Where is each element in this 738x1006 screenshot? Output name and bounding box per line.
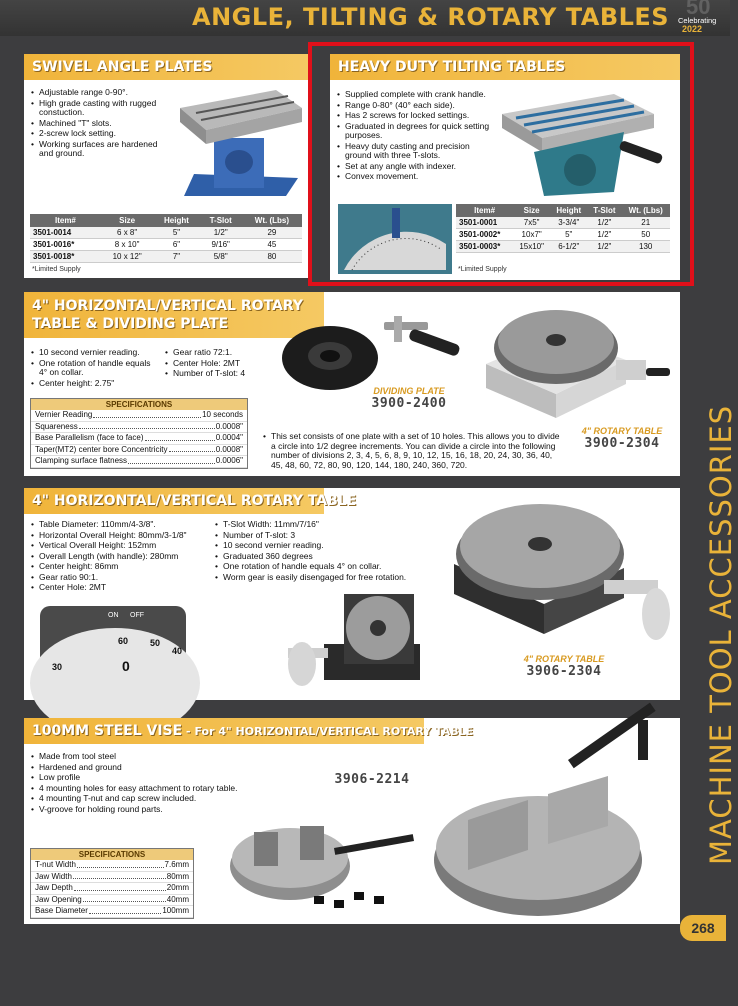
list-item: • Overall Length (with handle): 280mm bbox=[30, 552, 206, 562]
dial-on-label: ON bbox=[108, 612, 119, 619]
list-item: • Horizontal Overall Height: 80mm/3-1/8" bbox=[30, 531, 206, 541]
horizontal-rotary-table-image bbox=[434, 494, 674, 642]
feature-list-a bbox=[30, 348, 160, 389]
section-title: SWIVEL ANGLE PLATES bbox=[24, 54, 310, 80]
list-item: • Gear ratio 72:1. bbox=[164, 348, 284, 358]
section-title: 4" HORIZONTAL/VERTICAL ROTARY TABLE bbox=[24, 488, 324, 514]
table-cell: 50 bbox=[621, 229, 670, 241]
column-header: Size bbox=[101, 214, 154, 227]
list-item: • Worm gear is easily disengaged for free rotation. bbox=[214, 573, 434, 583]
steel-vise-section bbox=[24, 718, 680, 924]
side-category-label bbox=[680, 395, 738, 875]
column-header: Item# bbox=[456, 204, 513, 217]
spec-value: 100mm bbox=[162, 906, 189, 915]
badge-line1: Celebrating bbox=[678, 16, 717, 25]
list-item: • Table Diameter: 110mm/4-3/8". bbox=[30, 520, 206, 530]
dial-number: 50 bbox=[150, 638, 161, 648]
spec-key: Squareness bbox=[35, 421, 78, 431]
list-item: • Gear ratio 90:1. bbox=[30, 573, 206, 583]
spec-row bbox=[31, 860, 193, 872]
spec-value: 80mm bbox=[166, 871, 189, 881]
column-header: Item# bbox=[30, 214, 101, 227]
list-item: • Vertical Overall Height: 152mm bbox=[30, 541, 206, 551]
swivel-angle-plate-image bbox=[166, 78, 306, 212]
list-item: • Hardened and ground bbox=[30, 763, 280, 773]
spec-row bbox=[31, 445, 247, 457]
anniversary-badge bbox=[676, 0, 726, 34]
table-cell: 8 x 10" bbox=[101, 239, 154, 251]
dial-number: 0 bbox=[122, 658, 130, 674]
table-cell: 5" bbox=[153, 227, 199, 239]
part-number: 3906-2214 bbox=[334, 772, 410, 787]
list-item: • Range 0-80° (40° each side). bbox=[336, 101, 492, 111]
list-item: • One rotation of handle equals 4° on collar. bbox=[30, 359, 160, 378]
list-item: • One rotation of handle equals 4° on collar. bbox=[214, 562, 434, 572]
list-item: • Low profile bbox=[30, 773, 280, 783]
spec-value: 20mm bbox=[166, 883, 189, 892]
table-cell: 45 bbox=[242, 239, 302, 251]
table-row bbox=[30, 239, 302, 251]
list-item: • 2-screw lock setting. bbox=[30, 129, 166, 139]
spec-key: T-nut Width bbox=[35, 860, 76, 869]
dial-off-label: OFF bbox=[130, 612, 144, 619]
spec-key: Jaw Opening bbox=[35, 894, 82, 904]
table-cell: 80 bbox=[242, 251, 302, 263]
product-label: 4" ROTARY TABLE bbox=[523, 654, 605, 664]
column-header: T-Slot bbox=[587, 204, 621, 217]
description-list bbox=[262, 432, 562, 471]
table-cell: 9/16" bbox=[200, 239, 242, 251]
spec-value: 7.6mm bbox=[164, 860, 189, 869]
spec-row bbox=[31, 410, 247, 422]
column-header: Height bbox=[153, 214, 199, 227]
feature-list bbox=[30, 88, 166, 160]
limited-supply-note: *Limited Supply bbox=[32, 266, 81, 273]
dial-number: 30 bbox=[52, 662, 63, 672]
column-header: Size bbox=[513, 204, 550, 217]
spec-key: Base Parallelism (face to face) bbox=[35, 433, 144, 442]
spec-value: 40mm bbox=[166, 894, 189, 904]
swivel-spec-table bbox=[30, 214, 302, 263]
table-cell: 1/2" bbox=[587, 229, 621, 241]
table-cell: 3501-0001 bbox=[456, 217, 513, 229]
table-cell: 3501-0014 bbox=[30, 227, 101, 239]
part-number: 3900-2400 bbox=[371, 396, 447, 411]
table-cell: 7" bbox=[153, 251, 199, 263]
list-item: • Number of T-slot: 4 bbox=[164, 369, 284, 379]
section-title: HEAVY DUTY TILTING TABLES bbox=[330, 54, 680, 80]
rotary-dividing-section bbox=[24, 292, 680, 476]
spec-key: Vernier Reading bbox=[35, 410, 93, 419]
spec-heading: SPECIFICATIONS bbox=[31, 399, 247, 410]
section-title-text: 4" HORIZONTAL/VERTICAL ROTARY TABLE & DIVIDING PLATE bbox=[32, 298, 303, 332]
section-title bbox=[24, 718, 474, 744]
feature-list-a bbox=[30, 520, 206, 594]
vertical-rotary-table-image bbox=[284, 584, 444, 696]
table-cell: 3-3/4" bbox=[550, 217, 587, 229]
rotary-table-code bbox=[514, 654, 614, 679]
rotary-table-code bbox=[572, 426, 672, 451]
spec-heading: SPECIFICATIONS bbox=[31, 849, 193, 860]
highlight-frame bbox=[308, 42, 694, 286]
list-item: • Heavy duty casting and precision ground with three T-slots. bbox=[336, 142, 492, 161]
list-item: • Graduated 360 degrees bbox=[214, 552, 434, 562]
list-item: • Convex movement. bbox=[336, 172, 492, 182]
column-header: Height bbox=[550, 204, 587, 217]
spec-value: 0.0008" bbox=[215, 421, 243, 431]
list-item: • T-Slot Width: 11mm/7/16" bbox=[214, 520, 434, 530]
page-title: ANGLE, TILTING & ROTARY TABLES bbox=[192, 3, 670, 31]
table-cell: 6-1/2" bbox=[550, 241, 587, 253]
feature-list-b bbox=[214, 520, 434, 583]
spec-key: Taper(MT2) center bore Concentricity bbox=[35, 444, 168, 454]
dividing-plate-code bbox=[364, 386, 454, 411]
table-cell: 29 bbox=[242, 227, 302, 239]
specifications-box bbox=[30, 848, 194, 919]
column-header: T-Slot bbox=[200, 214, 242, 227]
table-cell: 10x7" bbox=[513, 229, 550, 241]
table-cell: 10 x 12" bbox=[101, 251, 154, 263]
spec-row bbox=[31, 456, 247, 468]
small-vise-image bbox=[224, 796, 434, 920]
part-number: 3900-2304 bbox=[584, 436, 660, 451]
section-title-text: 100MM STEEL VISE bbox=[32, 723, 183, 739]
side-category-text: MACHINE TOOL ACCESSORIES bbox=[704, 404, 738, 865]
list-item: • 4 mounting holes for easy attachment to rotary table. bbox=[30, 784, 280, 794]
spec-row bbox=[31, 883, 193, 895]
list-item: • Set at any angle with indexer. bbox=[336, 162, 492, 172]
table-cell: 1/2" bbox=[587, 217, 621, 229]
specifications-box bbox=[30, 398, 248, 469]
list-item: • 10 second vernier reading. bbox=[30, 348, 160, 358]
spec-key: Base Diameter bbox=[35, 906, 88, 915]
rotary-table-image bbox=[476, 294, 672, 420]
page-number: 268 bbox=[680, 915, 726, 941]
table-cell: 5" bbox=[550, 229, 587, 241]
dial-number: 60 bbox=[118, 636, 129, 646]
list-item: • V-groove for holding round parts. bbox=[30, 805, 280, 815]
badge-number: 50 bbox=[686, 0, 711, 19]
feature-list-b bbox=[164, 348, 284, 380]
vise-code bbox=[324, 772, 420, 787]
section-subtitle: - For 4" HORIZONTAL/VERTICAL ROTARY TABLE bbox=[182, 725, 474, 738]
list-item: • This set consists of one plate with a set of 10 holes. This allows you to divide a circle into 1/2 degree increments. You can divide a circle into the following number of divisions 2, 3, 4, 5, 6, 8, 9, 10, 12, 15, 16, 18, 20, 24, 30, 36, 40, 45, 48, 60, 72, 80, 90, 120, 144, 180, 240, 360, 720. bbox=[262, 432, 562, 470]
spec-key: Jaw Depth bbox=[35, 883, 73, 892]
table-cell: 1/2" bbox=[200, 227, 242, 239]
badge-line2: 2022 bbox=[682, 24, 703, 34]
list-item: • Working surfaces are hardened and ground. bbox=[30, 140, 166, 159]
spec-row bbox=[31, 895, 193, 907]
table-cell: 130 bbox=[621, 241, 670, 253]
table-cell: 3501-0002* bbox=[456, 229, 513, 241]
spec-value: 0.0004" bbox=[215, 433, 243, 442]
spec-row bbox=[31, 422, 247, 434]
list-item: • Center height: 2.75" bbox=[30, 379, 160, 389]
table-cell: 6" bbox=[153, 239, 199, 251]
spec-value: 10 seconds bbox=[202, 410, 243, 419]
list-item: • Has 2 screws for locked settings. bbox=[336, 111, 492, 121]
list-item: • 10 second vernier reading. bbox=[214, 541, 434, 551]
list-item: • Supplied complete with crank handle. bbox=[336, 90, 492, 100]
table-cell: 1/2" bbox=[587, 241, 621, 253]
list-item: • Center Hole: 2MT bbox=[30, 583, 206, 593]
column-header: Wt. (Lbs) bbox=[242, 214, 302, 227]
dividing-plate-image bbox=[274, 302, 474, 396]
table-cell: 7x5" bbox=[513, 217, 550, 229]
vernier-dial-image bbox=[40, 606, 186, 686]
spec-value: 0.0006" bbox=[215, 456, 243, 465]
swivel-angle-plates-section bbox=[24, 54, 310, 278]
list-item: • High grade casting with rugged constuction. bbox=[30, 99, 166, 118]
product-label: DIVIDING PLATE bbox=[373, 386, 445, 396]
list-item: • Number of T-slot: 3 bbox=[214, 531, 434, 541]
limited-supply-note: *Limited Supply bbox=[458, 266, 507, 273]
spec-value: 0.0008" bbox=[215, 444, 243, 454]
list-item: • Center height: 86mm bbox=[30, 562, 206, 572]
list-item: • Adjustable range 0-90°. bbox=[30, 88, 166, 98]
column-header: Wt. (Lbs) bbox=[621, 204, 670, 217]
list-item: • Center Hole: 2MT bbox=[164, 359, 284, 369]
list-item: • 4 mounting T-nut and cap screw included. bbox=[30, 794, 280, 804]
spec-row bbox=[31, 872, 193, 884]
list-item: • Machined "T" slots. bbox=[30, 119, 166, 129]
dial-number: 40 bbox=[172, 646, 183, 656]
table-row bbox=[30, 227, 302, 239]
part-number: 3906-2304 bbox=[526, 664, 602, 679]
table-cell: 5/8" bbox=[200, 251, 242, 263]
spec-key: Clamping surface flatness bbox=[35, 456, 128, 465]
rotary-table-section bbox=[24, 488, 680, 700]
large-vise-image bbox=[428, 720, 680, 920]
spec-row bbox=[31, 906, 193, 918]
table-cell: 15x10" bbox=[513, 241, 550, 253]
list-item: • Graduated in degrees for quick setting purposes. bbox=[336, 122, 492, 141]
table-cell: 3501-0016* bbox=[30, 239, 101, 251]
table-row bbox=[30, 251, 302, 263]
table-cell: 6 x 8" bbox=[101, 227, 154, 239]
table-cell: 3501-0003* bbox=[456, 241, 513, 253]
table-cell: 3501-0018* bbox=[30, 251, 101, 263]
table-cell: 21 bbox=[621, 217, 670, 229]
spec-key: Jaw Width bbox=[35, 871, 72, 881]
page-header bbox=[0, 0, 730, 36]
product-label: 4" ROTARY TABLE bbox=[581, 426, 663, 436]
list-item: • Made from tool steel bbox=[30, 752, 280, 762]
spec-row bbox=[31, 433, 247, 445]
